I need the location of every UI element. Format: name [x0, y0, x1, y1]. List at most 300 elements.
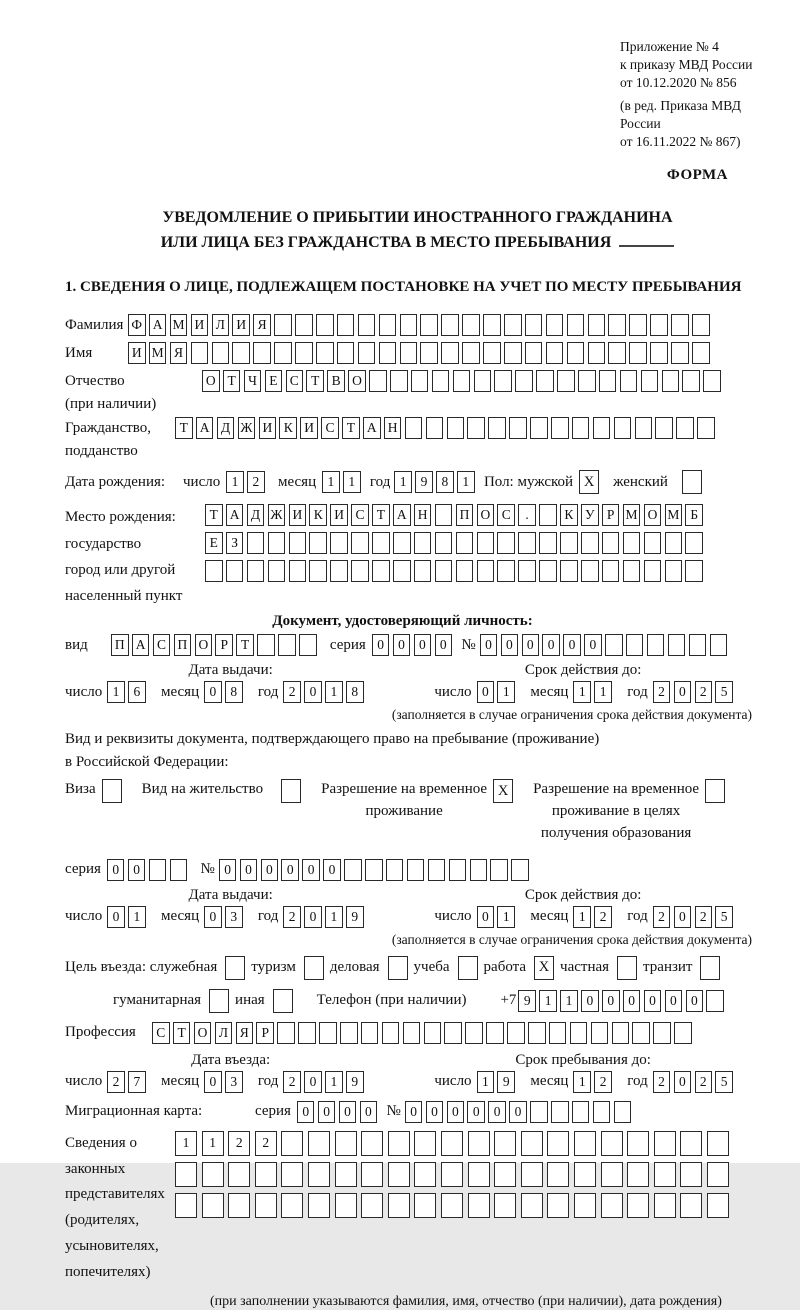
char-cell[interactable] — [530, 1101, 548, 1123]
char-cell[interactable] — [365, 859, 383, 881]
char-cell[interactable]: 0 — [302, 859, 320, 881]
char-cell[interactable]: 0 — [405, 1101, 423, 1123]
char-cell[interactable]: 8 — [225, 681, 243, 703]
char-cell[interactable]: 1 — [457, 471, 475, 493]
char-cell[interactable] — [289, 560, 307, 582]
char-cell[interactable]: 0 — [581, 990, 599, 1012]
char-cell[interactable] — [420, 314, 438, 336]
char-cell[interactable] — [680, 1131, 702, 1156]
char-cell[interactable]: Е — [205, 532, 223, 554]
char-cell[interactable]: 2 — [594, 1071, 612, 1093]
char-cell[interactable] — [335, 1131, 357, 1156]
char-cell[interactable]: 0 — [304, 681, 322, 703]
char-cell[interactable] — [468, 1193, 490, 1218]
char-cell[interactable] — [257, 634, 275, 656]
char-cell[interactable]: 2 — [653, 1071, 671, 1093]
char-cell[interactable] — [435, 504, 453, 526]
char-cell[interactable] — [528, 1022, 546, 1044]
char-cell[interactable] — [653, 1022, 671, 1044]
char-cell[interactable]: 9 — [346, 1071, 364, 1093]
char-cell[interactable]: 0 — [480, 634, 498, 656]
char-cell[interactable] — [521, 1162, 543, 1187]
char-cell[interactable]: 0 — [522, 634, 540, 656]
char-cell[interactable] — [654, 1162, 676, 1187]
char-cell[interactable]: А — [196, 417, 214, 439]
char-cell[interactable] — [494, 370, 512, 392]
char-cell[interactable] — [627, 1131, 649, 1156]
char-cell[interactable]: Б — [685, 504, 703, 526]
char-cell[interactable]: К — [279, 417, 297, 439]
char-cell[interactable]: 0 — [204, 1071, 222, 1093]
char-cell[interactable] — [588, 342, 606, 364]
char-cell[interactable] — [593, 417, 611, 439]
char-cell[interactable] — [574, 1131, 596, 1156]
char-cell[interactable]: С — [497, 504, 515, 526]
char-cell[interactable] — [483, 314, 501, 336]
char-cell[interactable]: И — [128, 342, 146, 364]
char-cell[interactable] — [407, 859, 425, 881]
char-cell[interactable]: Ч — [244, 370, 262, 392]
char-cell[interactable]: 9 — [415, 471, 433, 493]
char-cell[interactable] — [507, 1022, 525, 1044]
char-cell[interactable] — [393, 560, 411, 582]
char-cell[interactable]: 1 — [394, 471, 412, 493]
char-cell[interactable]: Р — [602, 504, 620, 526]
char-cell[interactable] — [605, 634, 623, 656]
char-cell[interactable]: И — [191, 314, 209, 336]
char-cell[interactable] — [682, 370, 700, 392]
char-cell[interactable] — [511, 859, 529, 881]
char-cell[interactable]: 0 — [686, 990, 704, 1012]
char-cell[interactable] — [400, 314, 418, 336]
char-cell[interactable]: У — [581, 504, 599, 526]
char-cell[interactable] — [627, 1193, 649, 1218]
char-cell[interactable]: Т — [342, 417, 360, 439]
char-cell[interactable] — [388, 1193, 410, 1218]
char-cell[interactable] — [441, 1162, 463, 1187]
char-cell[interactable] — [299, 634, 317, 656]
char-cell[interactable] — [578, 370, 596, 392]
char-cell[interactable] — [608, 314, 626, 336]
char-cell[interactable] — [567, 342, 585, 364]
char-cell[interactable] — [255, 1162, 277, 1187]
char-cell[interactable] — [629, 314, 647, 336]
char-cell[interactable] — [444, 1022, 462, 1044]
char-cell[interactable] — [340, 1022, 358, 1044]
char-cell[interactable] — [515, 370, 533, 392]
char-cell[interactable] — [509, 417, 527, 439]
char-cell[interactable] — [494, 1162, 516, 1187]
char-cell[interactable]: 1 — [325, 681, 343, 703]
char-cell[interactable] — [647, 634, 665, 656]
char-cell[interactable] — [525, 342, 543, 364]
char-cell[interactable]: 0 — [219, 859, 237, 881]
char-cell[interactable] — [414, 1193, 436, 1218]
char-cell[interactable]: Ж — [268, 504, 286, 526]
char-cell[interactable]: 2 — [594, 906, 612, 928]
char-cell[interactable] — [627, 1162, 649, 1187]
char-cell[interactable] — [650, 314, 668, 336]
char-cell[interactable] — [361, 1193, 383, 1218]
char-cell[interactable]: 0 — [372, 634, 390, 656]
char-cell[interactable] — [268, 560, 286, 582]
char-cell[interactable]: О — [195, 634, 213, 656]
char-cell[interactable] — [462, 314, 480, 336]
char-cell[interactable]: Т — [306, 370, 324, 392]
char-cell[interactable] — [428, 859, 446, 881]
char-cell[interactable] — [358, 314, 376, 336]
char-cell[interactable]: 2 — [283, 681, 301, 703]
char-cell[interactable] — [372, 532, 390, 554]
visa-checkbox[interactable] — [102, 779, 122, 803]
char-cell[interactable] — [361, 1022, 379, 1044]
char-cell[interactable] — [175, 1162, 197, 1187]
char-cell[interactable]: 0 — [435, 634, 453, 656]
char-cell[interactable]: 0 — [281, 859, 299, 881]
char-cell[interactable] — [289, 532, 307, 554]
char-cell[interactable] — [504, 342, 522, 364]
char-cell[interactable] — [601, 1193, 623, 1218]
char-cell[interactable] — [441, 342, 459, 364]
char-cell[interactable]: С — [153, 634, 171, 656]
char-cell[interactable] — [149, 859, 167, 881]
char-cell[interactable]: 9 — [518, 990, 536, 1012]
char-cell[interactable] — [644, 560, 662, 582]
char-cell[interactable]: 2 — [653, 681, 671, 703]
char-cell[interactable] — [707, 1193, 729, 1218]
char-cell[interactable] — [494, 1193, 516, 1218]
char-cell[interactable] — [560, 560, 578, 582]
char-cell[interactable]: 2 — [255, 1131, 277, 1156]
char-cell[interactable] — [703, 370, 721, 392]
char-cell[interactable]: 2 — [247, 471, 265, 493]
char-cell[interactable] — [403, 1022, 421, 1044]
char-cell[interactable]: 0 — [509, 1101, 527, 1123]
char-cell[interactable]: М — [149, 342, 167, 364]
char-cell[interactable] — [707, 1131, 729, 1156]
char-cell[interactable] — [601, 1131, 623, 1156]
char-cell[interactable] — [470, 859, 488, 881]
char-cell[interactable]: 1 — [226, 471, 244, 493]
char-cell[interactable]: 0 — [261, 859, 279, 881]
char-cell[interactable] — [601, 1162, 623, 1187]
char-cell[interactable]: 5 — [715, 906, 733, 928]
char-cell[interactable]: 2 — [228, 1131, 250, 1156]
char-cell[interactable]: 9 — [346, 906, 364, 928]
char-cell[interactable] — [547, 1131, 569, 1156]
char-cell[interactable]: 0 — [107, 859, 125, 881]
char-cell[interactable]: И — [330, 504, 348, 526]
char-cell[interactable] — [591, 1022, 609, 1044]
char-cell[interactable] — [650, 342, 668, 364]
char-cell[interactable] — [456, 560, 474, 582]
char-cell[interactable] — [632, 1022, 650, 1044]
char-cell[interactable]: 1 — [594, 681, 612, 703]
char-cell[interactable] — [228, 1193, 250, 1218]
char-cell[interactable] — [706, 990, 724, 1012]
char-cell[interactable]: 1 — [497, 906, 515, 928]
char-cell[interactable]: 0 — [426, 1101, 444, 1123]
char-cell[interactable]: 0 — [204, 681, 222, 703]
char-cell[interactable]: П — [174, 634, 192, 656]
char-cell[interactable] — [379, 342, 397, 364]
char-cell[interactable]: 1 — [497, 681, 515, 703]
char-cell[interactable] — [697, 417, 715, 439]
char-cell[interactable]: А — [132, 634, 150, 656]
char-cell[interactable] — [692, 314, 710, 336]
char-cell[interactable] — [441, 1193, 463, 1218]
char-cell[interactable]: З — [226, 532, 244, 554]
char-cell[interactable] — [351, 560, 369, 582]
char-cell[interactable] — [710, 634, 728, 656]
char-cell[interactable]: 1 — [175, 1131, 197, 1156]
char-cell[interactable]: Я — [236, 1022, 254, 1044]
char-cell[interactable]: 2 — [695, 1071, 713, 1093]
char-cell[interactable]: П — [456, 504, 474, 526]
char-cell[interactable] — [361, 1131, 383, 1156]
char-cell[interactable]: 0 — [563, 634, 581, 656]
char-cell[interactable] — [379, 314, 397, 336]
char-cell[interactable] — [316, 342, 334, 364]
char-cell[interactable]: 0 — [414, 634, 432, 656]
char-cell[interactable]: 1 — [573, 1071, 591, 1093]
char-cell[interactable] — [432, 370, 450, 392]
char-cell[interactable] — [351, 532, 369, 554]
char-cell[interactable]: 2 — [695, 906, 713, 928]
char-cell[interactable] — [539, 560, 557, 582]
char-cell[interactable]: С — [286, 370, 304, 392]
other-checkbox[interactable] — [273, 989, 293, 1013]
char-cell[interactable] — [685, 560, 703, 582]
char-cell[interactable]: А — [226, 504, 244, 526]
char-cell[interactable]: Л — [215, 1022, 233, 1044]
char-cell[interactable]: 0 — [297, 1101, 315, 1123]
char-cell[interactable] — [518, 560, 536, 582]
char-cell[interactable]: А — [393, 504, 411, 526]
char-cell[interactable]: Ф — [128, 314, 146, 336]
char-cell[interactable] — [281, 1131, 303, 1156]
char-cell[interactable]: В — [327, 370, 345, 392]
char-cell[interactable] — [671, 314, 689, 336]
char-cell[interactable] — [449, 859, 467, 881]
char-cell[interactable] — [319, 1022, 337, 1044]
char-cell[interactable]: 0 — [318, 1101, 336, 1123]
char-cell[interactable] — [372, 560, 390, 582]
char-cell[interactable]: 2 — [695, 681, 713, 703]
char-cell[interactable]: О — [202, 370, 220, 392]
char-cell[interactable]: 0 — [323, 859, 341, 881]
sex-male-checkbox[interactable]: X — [579, 470, 599, 494]
char-cell[interactable]: 6 — [128, 681, 146, 703]
char-cell[interactable] — [335, 1193, 357, 1218]
char-cell[interactable] — [490, 859, 508, 881]
char-cell[interactable] — [308, 1193, 330, 1218]
char-cell[interactable]: 2 — [283, 906, 301, 928]
char-cell[interactable] — [692, 342, 710, 364]
char-cell[interactable] — [386, 859, 404, 881]
char-cell[interactable] — [530, 417, 548, 439]
char-cell[interactable] — [278, 634, 296, 656]
char-cell[interactable] — [608, 342, 626, 364]
char-cell[interactable]: 0 — [602, 990, 620, 1012]
char-cell[interactable]: Т — [372, 504, 390, 526]
char-cell[interactable]: 2 — [283, 1071, 301, 1093]
char-cell[interactable] — [255, 1193, 277, 1218]
char-cell[interactable] — [202, 1193, 224, 1218]
char-cell[interactable] — [274, 342, 292, 364]
char-cell[interactable] — [486, 1022, 504, 1044]
char-cell[interactable]: 0 — [623, 990, 641, 1012]
char-cell[interactable]: 1 — [477, 1071, 495, 1093]
char-cell[interactable] — [435, 532, 453, 554]
char-cell[interactable]: 0 — [128, 859, 146, 881]
official-checkbox[interactable] — [225, 956, 245, 980]
char-cell[interactable] — [309, 532, 327, 554]
char-cell[interactable] — [689, 634, 707, 656]
char-cell[interactable] — [420, 342, 438, 364]
char-cell[interactable] — [504, 314, 522, 336]
char-cell[interactable] — [547, 1162, 569, 1187]
char-cell[interactable]: 0 — [584, 634, 602, 656]
char-cell[interactable] — [344, 859, 362, 881]
char-cell[interactable] — [488, 417, 506, 439]
temp-residence-checkbox[interactable]: X — [493, 779, 513, 803]
char-cell[interactable] — [572, 1101, 590, 1123]
study-checkbox[interactable] — [458, 956, 478, 980]
char-cell[interactable] — [295, 342, 313, 364]
char-cell[interactable]: 2 — [653, 906, 671, 928]
char-cell[interactable]: П — [111, 634, 129, 656]
tourism-checkbox[interactable] — [304, 956, 324, 980]
char-cell[interactable] — [202, 1162, 224, 1187]
char-cell[interactable]: 1 — [325, 906, 343, 928]
char-cell[interactable]: М — [665, 504, 683, 526]
char-cell[interactable]: 1 — [560, 990, 578, 1012]
residence-permit-checkbox[interactable] — [281, 779, 301, 803]
char-cell[interactable] — [330, 560, 348, 582]
char-cell[interactable]: 0 — [674, 906, 692, 928]
char-cell[interactable] — [316, 314, 334, 336]
char-cell[interactable] — [635, 417, 653, 439]
char-cell[interactable]: 0 — [339, 1101, 357, 1123]
char-cell[interactable] — [330, 532, 348, 554]
char-cell[interactable] — [525, 314, 543, 336]
char-cell[interactable] — [453, 370, 471, 392]
char-cell[interactable]: М — [623, 504, 641, 526]
char-cell[interactable]: Т — [205, 504, 223, 526]
char-cell[interactable] — [447, 417, 465, 439]
char-cell[interactable] — [623, 532, 641, 554]
char-cell[interactable]: И — [259, 417, 277, 439]
char-cell[interactable] — [226, 560, 244, 582]
char-cell[interactable]: Т — [223, 370, 241, 392]
work-checkbox[interactable]: X — [534, 956, 554, 980]
char-cell[interactable]: 0 — [488, 1101, 506, 1123]
char-cell[interactable]: 1 — [539, 990, 557, 1012]
char-cell[interactable] — [518, 532, 536, 554]
char-cell[interactable] — [623, 560, 641, 582]
char-cell[interactable] — [467, 417, 485, 439]
char-cell[interactable]: С — [152, 1022, 170, 1044]
char-cell[interactable]: 0 — [467, 1101, 485, 1123]
char-cell[interactable]: С — [351, 504, 369, 526]
char-cell[interactable]: 2 — [107, 1071, 125, 1093]
char-cell[interactable] — [626, 634, 644, 656]
char-cell[interactable]: К — [560, 504, 578, 526]
char-cell[interactable] — [205, 560, 223, 582]
char-cell[interactable] — [405, 417, 423, 439]
char-cell[interactable] — [424, 1022, 442, 1044]
char-cell[interactable] — [602, 560, 620, 582]
char-cell[interactable] — [588, 314, 606, 336]
char-cell[interactable] — [274, 314, 292, 336]
char-cell[interactable] — [281, 1162, 303, 1187]
char-cell[interactable]: М — [170, 314, 188, 336]
char-cell[interactable] — [654, 1131, 676, 1156]
char-cell[interactable] — [411, 370, 429, 392]
char-cell[interactable] — [680, 1162, 702, 1187]
char-cell[interactable] — [462, 342, 480, 364]
char-cell[interactable] — [369, 370, 387, 392]
char-cell[interactable] — [477, 560, 495, 582]
char-cell[interactable] — [536, 370, 554, 392]
char-cell[interactable] — [612, 1022, 630, 1044]
char-cell[interactable] — [581, 560, 599, 582]
char-cell[interactable] — [388, 1131, 410, 1156]
char-cell[interactable]: 5 — [715, 1071, 733, 1093]
char-cell[interactable] — [441, 1131, 463, 1156]
char-cell[interactable]: Я — [170, 342, 188, 364]
char-cell[interactable] — [277, 1022, 295, 1044]
char-cell[interactable] — [551, 1101, 569, 1123]
char-cell[interactable]: И — [300, 417, 318, 439]
char-cell[interactable]: 3 — [225, 906, 243, 928]
char-cell[interactable] — [560, 532, 578, 554]
char-cell[interactable] — [570, 1022, 588, 1044]
char-cell[interactable] — [676, 417, 694, 439]
char-cell[interactable]: 0 — [665, 990, 683, 1012]
char-cell[interactable]: Е — [265, 370, 283, 392]
char-cell[interactable]: Н — [414, 504, 432, 526]
char-cell[interactable]: 0 — [501, 634, 519, 656]
char-cell[interactable] — [308, 1131, 330, 1156]
char-cell[interactable]: 8 — [346, 681, 364, 703]
char-cell[interactable]: 0 — [107, 906, 125, 928]
char-cell[interactable]: А — [363, 417, 381, 439]
char-cell[interactable] — [247, 560, 265, 582]
char-cell[interactable]: 0 — [477, 906, 495, 928]
char-cell[interactable] — [557, 370, 575, 392]
char-cell[interactable] — [393, 532, 411, 554]
char-cell[interactable] — [335, 1162, 357, 1187]
char-cell[interactable]: И — [289, 504, 307, 526]
char-cell[interactable]: Т — [236, 634, 254, 656]
char-cell[interactable]: 8 — [436, 471, 454, 493]
char-cell[interactable]: 5 — [715, 681, 733, 703]
char-cell[interactable] — [390, 370, 408, 392]
char-cell[interactable] — [674, 1022, 692, 1044]
char-cell[interactable] — [671, 342, 689, 364]
char-cell[interactable] — [546, 342, 564, 364]
char-cell[interactable] — [414, 1162, 436, 1187]
char-cell[interactable]: 0 — [304, 1071, 322, 1093]
char-cell[interactable] — [426, 417, 444, 439]
char-cell[interactable] — [665, 560, 683, 582]
char-cell[interactable] — [483, 342, 501, 364]
char-cell[interactable] — [644, 532, 662, 554]
char-cell[interactable] — [614, 417, 632, 439]
char-cell[interactable] — [546, 314, 564, 336]
